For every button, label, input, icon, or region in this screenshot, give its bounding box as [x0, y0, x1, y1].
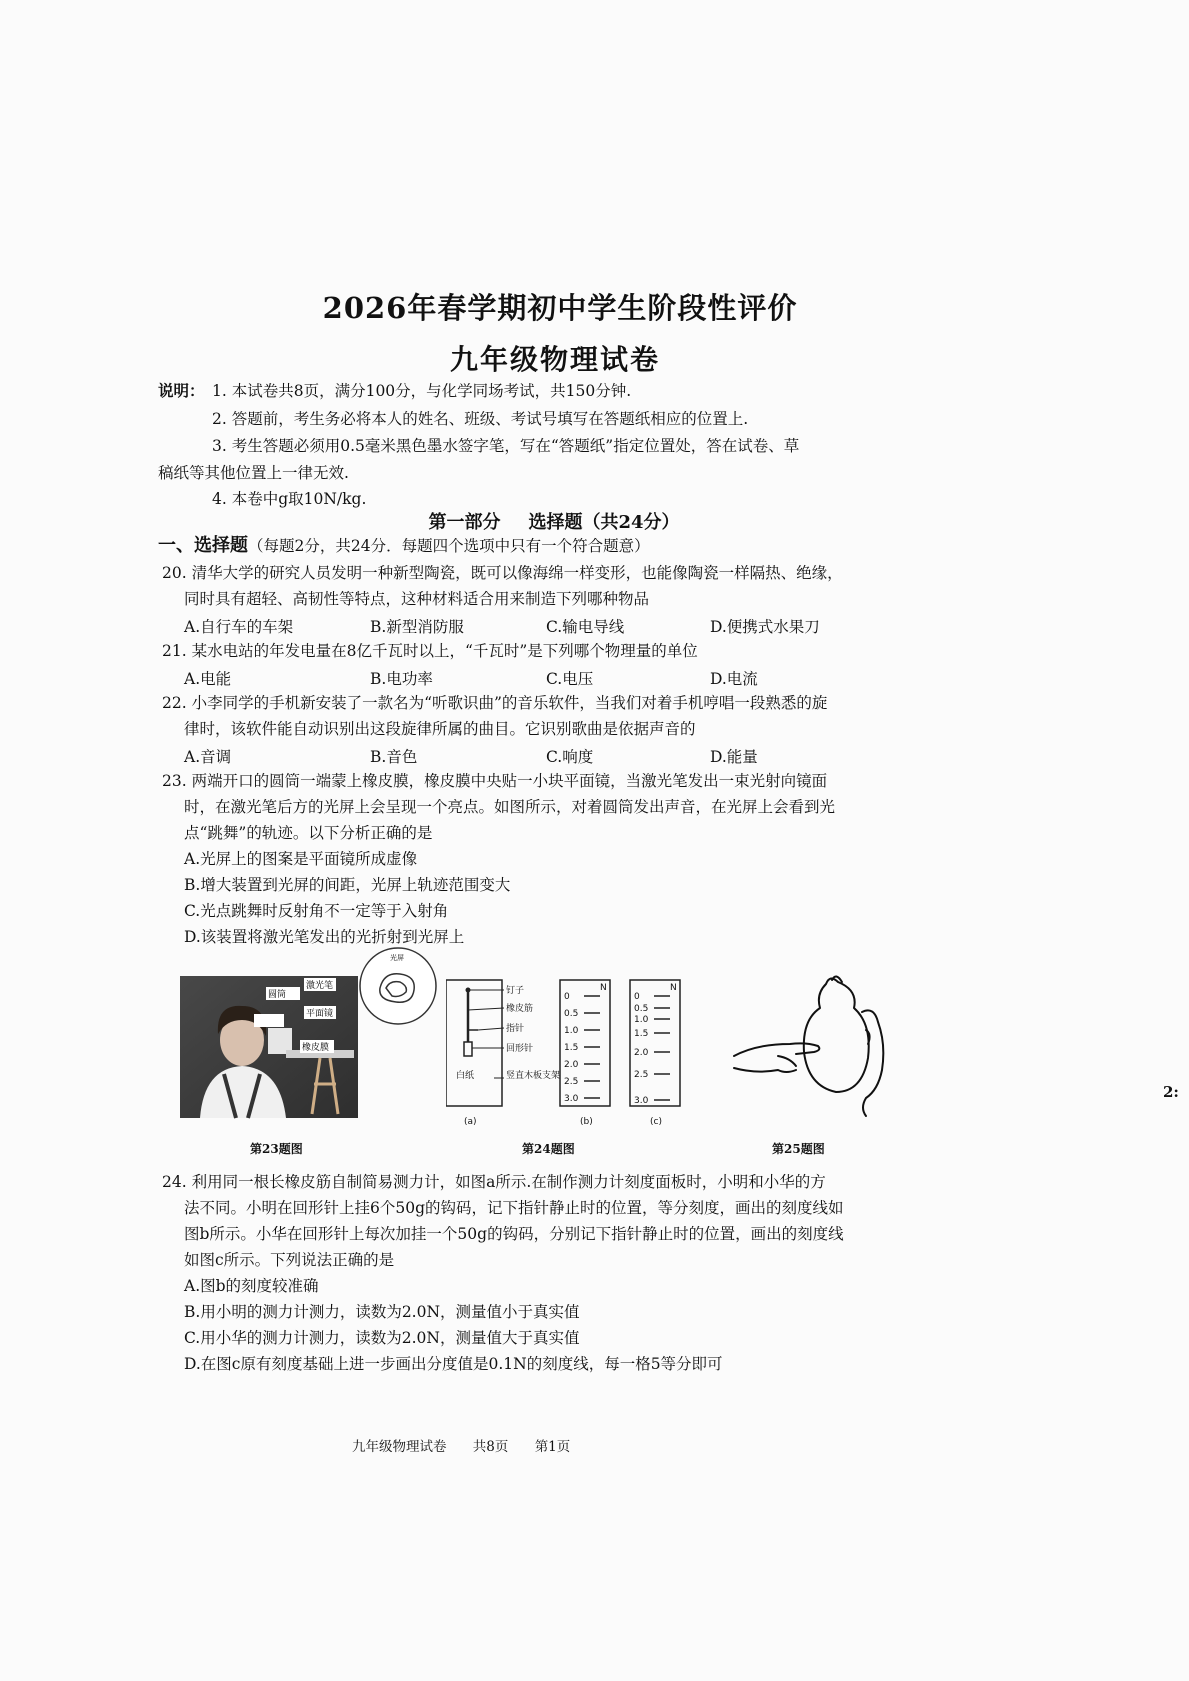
q24-option-b: B.用小明的测力计测力，读数为2.0N，测量值小于真实值: [184, 1303, 580, 1321]
fig24-label-nail: 钉子: [506, 986, 525, 996]
instruction-3-cont: 稿纸等其他位置上一律无效.: [158, 464, 349, 482]
q20-option-d: D.便携式水果刀: [710, 618, 820, 636]
q24-option-d: D.在图c原有刻度基础上进一步画出分度值是0.1N的刻度线，每一格5等分即可: [184, 1355, 723, 1373]
q21-option-a: A.电能: [184, 670, 232, 688]
fig24-label-clip: 回形针: [506, 1044, 534, 1054]
instruction-4: 4. 本卷中g取10N/kg.: [212, 490, 367, 508]
fig24-sub-a: (a): [464, 1117, 477, 1127]
section-title: 第一部分 选择题（共24分）: [428, 512, 680, 533]
fig24-b-tick-label: 2.5: [564, 1077, 579, 1087]
q23-option-b: B.增大装置到光屏的间距，光屏上轨迹范围变大: [184, 876, 511, 894]
q24-line-2: 法不同。小明在回形针上挂6个50g的钩码，记下指针静止时的位置，等分刻度，画出的刻度线如: [184, 1199, 844, 1217]
fig24-sub-c: (c): [650, 1117, 662, 1127]
fig24-c-tick-label: 2.5: [634, 1070, 649, 1080]
q20-option-a: A.自行车的车架: [184, 618, 294, 636]
fig24-b-tick-label: 0.5: [564, 1009, 579, 1019]
fig24-c-tick-label: 0: [634, 992, 640, 1002]
q23-option-a: A.光屏上的图案是平面镜所成虚像: [184, 850, 418, 868]
q23-line-1: 23. 两端开口的圆筒一端蒙上橡皮膜，橡皮膜中央贴一小块平面镜，当激光笔发出一束光射向镜面: [162, 772, 828, 790]
q20-line-2: 同时具有超轻、高韧性等特点，这种材料适合用来制造下列哪种物品: [184, 590, 650, 608]
fig24-b-tick-label: 2.0: [564, 1060, 579, 1070]
fig24-c-tick-label: 1.0: [634, 1015, 649, 1025]
q23-line-2: 时，在激光笔后方的光屏上会呈现一个亮点。如图所示，对着圆筒发出声音，在光屏上会看到光: [184, 798, 836, 816]
q24-line-3: 图b所示。小华在回形针上每次加挂一个50g的钩码，分别记下指针静止时的位置，画出的刻度线: [184, 1225, 844, 1243]
edge-fragment-text: 2:: [1163, 1083, 1179, 1101]
q21-line-1: 21. 某水电站的年发电量在8亿千瓦时以上，“千瓦时”是下列哪个物理量的单位: [162, 642, 698, 660]
q24-line-4: 如图c所示。下列说法正确的是: [184, 1251, 395, 1269]
q21-option-b: B.电功率: [370, 670, 433, 688]
fig24-c-tick-label: 3.0: [634, 1096, 649, 1106]
page-footer: [352, 1435, 592, 1455]
footer-page-number: 第1页: [534, 1439, 571, 1455]
instructions-label: 说明：: [158, 381, 205, 400]
fig24-label-pointer: 指针: [506, 1024, 525, 1034]
fig24-b-tick-label: 3.0: [564, 1094, 579, 1104]
q21-option-c: C.电压: [546, 670, 594, 688]
q23-option-c: C.光点跳舞时反射角不一定等于入射角: [184, 902, 449, 920]
q23-line-3: 点“跳舞”的轨迹。以下分析正确的是: [184, 824, 433, 842]
fig24-b-tick-label: 1.5: [564, 1043, 579, 1053]
q22-line-2: 律时，该软件能自动识别出这段旋律所属的曲目。它识别歌曲是依据声音的: [184, 720, 696, 738]
q20-option-b: B.新型消防服: [370, 618, 464, 636]
fig24-c-tick-label: 0.5: [634, 1004, 649, 1014]
q22-option-b: B.音色: [370, 748, 418, 766]
q22-line-1: 22. 小李同学的手机新安装了一款名为“听歌识曲”的音乐软件，当我们对着手机哼唱一段熟悉的旋: [162, 694, 828, 712]
fig24-b-tick-label: 0: [564, 992, 570, 1002]
fig23-label-laser: 激光笔: [306, 981, 334, 991]
fig24-c-tick-label: 2.0: [634, 1048, 649, 1058]
fig24-scale-b: [564, 992, 600, 1104]
gourd-balloon-hands-icon: [726, 974, 906, 1124]
fig24-c-tick-label: 1.5: [634, 1029, 649, 1039]
q22-option-a: A.音调: [184, 748, 232, 766]
q24-option-c: C.用小华的测力计测力，读数为2.0N，测量值大于真实值: [184, 1329, 580, 1347]
instruction-3: 3. 考生答题必须用0.5毫米黑色墨水签字笔，写在“答题纸”指定位置处，答在试卷、草: [212, 437, 800, 455]
figure-24-diagram: [446, 978, 706, 1128]
footer-exam-name: 九年级物理试卷: [352, 1439, 447, 1455]
q22-option-d: D.能量: [710, 748, 758, 766]
q20-option-c: C.输电导线: [546, 618, 625, 636]
fig23-label-screen: 光屏: [390, 954, 404, 962]
exam-subtitle: 九年级物理试卷: [449, 343, 660, 376]
q20-line-1: 20. 清华大学的研究人员发明一种新型陶瓷，既可以像海绵一样变形，也能像陶瓷一样隔热、绝缘，: [162, 564, 843, 582]
fig24-b-tick-label: 1.0: [564, 1026, 579, 1036]
fig24-unit-b: N: [600, 983, 607, 993]
instruction-1: 1. 本试卷共8页，满分100分，与化学同场考试，共150分钟.: [212, 382, 632, 400]
fig24-label-band: 橡皮筋: [506, 1004, 534, 1014]
q24-line-1: 24. 利用同一根长橡皮筋自制简易测力计，如图a所示.在制作测力计刻度面板时，小明和小华的方: [162, 1173, 826, 1191]
q21-option-d: D.电流: [710, 670, 758, 688]
instruction-2: 2. 答题前，考生务必将本人的姓名、班级、考试号填写在答题纸相应的位置上.: [212, 410, 749, 428]
footer-total-pages: 共8页: [472, 1439, 509, 1455]
figure-23-caption: 第23题图: [250, 1142, 303, 1156]
fig23-label-mirror: 平面镜: [306, 1009, 334, 1019]
fig24-scale-c: [634, 992, 670, 1106]
q22-option-c: C.响度: [546, 748, 594, 766]
fig23-label-tube: 圆筒: [268, 990, 287, 1000]
fig24-unit-c: N: [670, 983, 677, 993]
fig24-label-paper: 白纸: [456, 1071, 475, 1081]
figure-24-caption: 第24题图: [522, 1142, 575, 1156]
figure-25-caption: 第25题图: [772, 1142, 825, 1156]
q23-option-d: D.该装置将激光笔发出的光折射到光屏上: [184, 928, 465, 946]
q24-option-a: A.图b的刻度较准确: [184, 1277, 319, 1295]
fig24-label-board: 竖直木板支架: [506, 1071, 561, 1081]
fig24-sub-b: (b): [580, 1117, 593, 1127]
exam-title: 2026年春学期初中学生阶段性评价: [322, 291, 798, 325]
question-group-heading: 一、选择题（每题2分，共24分．每题四个选项中只有一个符合题意）: [158, 535, 650, 556]
fig23-label-membrane: 橡皮膜: [302, 1043, 330, 1053]
figure-23-photo: [180, 944, 440, 1120]
